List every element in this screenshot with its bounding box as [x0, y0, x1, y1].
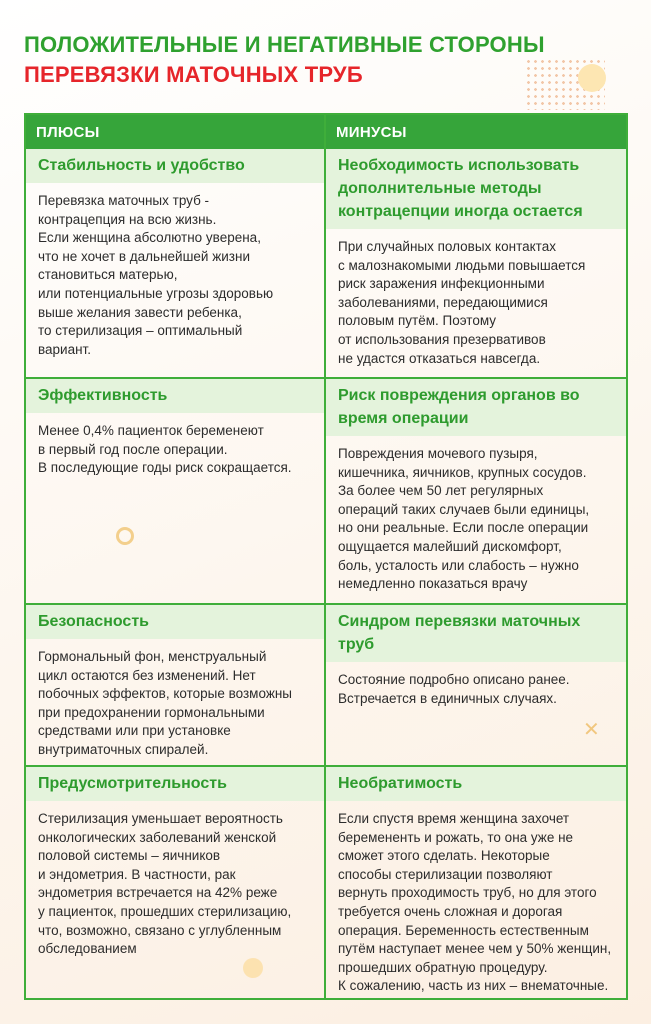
con-cell-4	[326, 767, 626, 998]
page-title	[24, 30, 545, 90]
con-text-2: Повреждения мочевого пузыря, кишечника, яичников, крупных сосудов. За более чем 50 лет регулярных операций таких случаев были единицы, но они реальные. Если после операции ощущается малейший дискомфорт, боль, усталость или слабость – нужно немедленно показаться врачу	[338, 446, 590, 592]
pro-text-4: Стерилизация уменьшает вероятность онкологических заболеваний женской половой системы – яичников и эндометрия. В частности, рак эндометрия встречается на 42% реже у пациенток, прошедших стерилизацию, что, возможно, связано с углубленным обследованием	[38, 811, 292, 957]
circle-decoration	[578, 64, 606, 92]
con-text-4: Если спустя время женщина захочет беремененть и рожать, то она уже не сможет этого сделать. Некоторые способы стерилизации позволяют вернуть проходимость труб, но для этого требуется очень сложная и дорогая операция. Беременность естественным путём наступает менее чем у 50% женщин, прошедших обратную процедуру. К сожалению, часть из них – внематочные.	[338, 811, 612, 994]
con-cell-3	[326, 605, 626, 767]
pro-text-2: Менее 0,4% пациенток беременеют в первый год после операции. В последующие годы риск сокращается.	[38, 423, 292, 476]
pros-cons-table	[24, 113, 628, 1000]
pro-cell-1	[26, 149, 326, 379]
pro-title-2: Эффективность	[26, 379, 324, 413]
pro-title-4: Предусмотрительность	[26, 767, 324, 801]
con-text-1: При случайных половых контактах с малознакомыми людьми повышается риск заражения инфекционными заболеваниями, передающимися половым путём. Поэтому от использования презервативов не удастся отказаться навсегда.	[338, 239, 586, 366]
con-title-2: Риск повреждения органов во время операции	[326, 379, 626, 436]
con-cell-2	[326, 379, 626, 605]
title-line-1: ПОЛОЖИТЕЛЬНЫЕ И НЕГАТИВНЫЕ СТОРОНЫ	[24, 32, 545, 57]
con-title-3: Синдром перевязки маточных труб	[326, 605, 626, 662]
con-cell-1	[326, 149, 626, 379]
con-text-3: Состояние подробно описано ранее. Встречается в единичных случаях.	[338, 672, 570, 706]
pro-cell-4	[26, 767, 326, 998]
cons-header: МИНУСЫ	[326, 115, 626, 149]
pro-cell-2	[26, 379, 326, 605]
pro-text-1: Перевязка маточных труб - контрацепция на всю жизнь. Если женщина абсолютно уверена, что не хочет в дальнейшей жизни становиться матерью, или потенциальные угрозы здоровью выше желания завести ребенка, то стерилизация – оптимальный вариант.	[38, 193, 274, 357]
con-title-1: Необходимость использовать дополнительные методы контрацепции иногда остается	[326, 149, 626, 229]
pros-header: ПЛЮСЫ	[26, 115, 326, 149]
pro-title-1: Стабильность и удобство	[26, 149, 324, 183]
cross-decoration: ✕	[583, 717, 600, 741]
pro-text-3: Гормональный фон, менструальный цикл остаются без изменений. Нет побочных эффектов, которые возможны при предохранении гормональными средствами или при установке внутриматочных спиралей.	[38, 649, 293, 757]
title-line-2: ПЕРЕВЯЗКИ МАТОЧНЫХ ТРУБ	[24, 62, 363, 87]
pro-title-3: Безопасность	[26, 605, 324, 639]
pro-cell-3	[26, 605, 326, 767]
con-title-4: Необратимость	[326, 767, 626, 801]
